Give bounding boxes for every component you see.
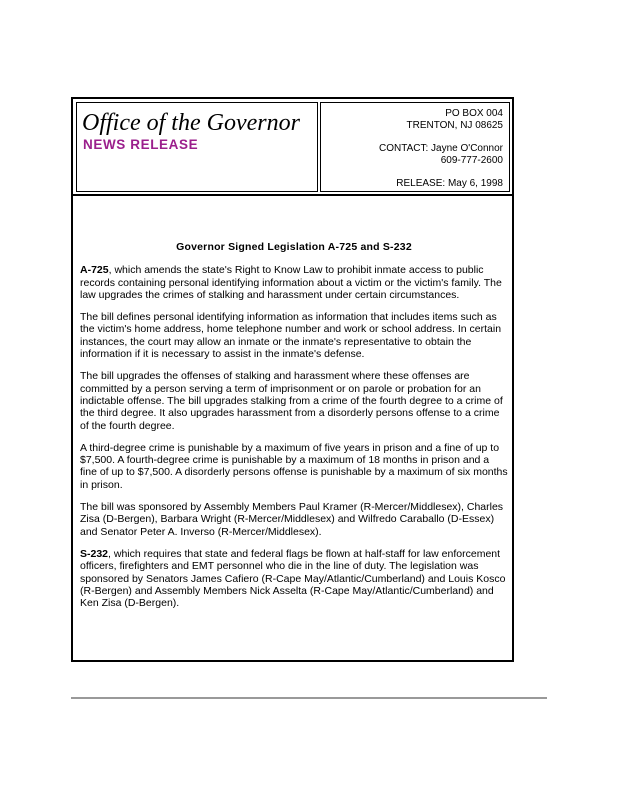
release-body	[80, 241, 508, 619]
paragraph-penalties: A third-degree crime is punishable by a maximum of five years in prison and a fine of up to $7,500. A fourth-degree crime is punishable by a maximum of 18 months in prison and a fine of up to $7,500. A disorderly persons offense is punishable by a maximum of six months in prison.	[80, 441, 508, 491]
paragraph-text: , which requires that state and federal flags be flown at half-staff for law enforcement officers, firefighters and EMT personnel who die in the line of duty. The legislation was sponsored by Senators James Cafiero (R-Cape May/Atlantic/Cumberland) and Louis Kosco (R-Bergen) and Assembly Members Nick Asselta (R-Cape May/Atlantic/Cumberland) and Ken Zisa (D-Bergen).	[80, 547, 506, 610]
paragraph-a725	[80, 264, 508, 301]
po-box: PO BOX 004	[445, 108, 503, 119]
paragraph-s232	[80, 548, 508, 609]
city-zip: TRENTON, NJ 08625	[406, 120, 503, 131]
release-date: RELEASE: May 6, 1998	[396, 178, 503, 189]
header-divider	[73, 194, 512, 196]
contact-phone: 609-777-2600	[440, 155, 503, 166]
paragraph-definition: The bill defines personal identifying information as information that includes items such as the victim's home address, home telephone number and work or school address. In certain instances, the court may allow an inmate or the inmate's representative to obtain the information if it is necessary to assist in the inmate's defense.	[80, 311, 502, 361]
bottom-rule	[71, 697, 547, 699]
paragraph-upgrades: The bill upgrades the offenses of stalking and harassment where these offenses are committed by a person serving a term of imprisonment or on parole or probation for an indictable offense. The bill upgrades stalking from a crime of the fourth degree to a crime of the third degree. It also upgrades harassment from a disorderly persons offense to a crime of the fourth degree.	[80, 370, 503, 432]
header	[73, 99, 512, 193]
contact-name: CONTACT: Jayne O'Connor	[379, 143, 503, 154]
press-release-frame	[71, 97, 514, 662]
office-title: Office of the Governor	[82, 110, 300, 136]
news-release-label: NEWS RELEASE	[83, 137, 199, 152]
header-title-box	[76, 102, 318, 192]
headline: Governor Signed Legislation A-725 and S-232	[176, 241, 412, 253]
paragraph-sponsors: The bill was sponsored by Assembly Members Paul Kramer (R-Mercer/Middlesex), Charles Zisa (D-Bergen), Barbara Wright (R-Mercer/Middlesex) and Wilfredo Caraballo (D-Essex) and Senator Peter A. Inverso (R-Mercer/Middlesex).	[80, 501, 504, 538]
paragraph-text: , which amends the state's Right to Know Law to prohibit inmate access to public records containing personal identifying information about a victim or the victim's family. The law upgrades the crimes of stalking and harassment under certain circumstances.	[80, 264, 502, 301]
bill-number-s232: S-232	[80, 547, 109, 560]
header-contact-box	[320, 102, 510, 192]
bill-number-a725: A-725	[80, 264, 109, 277]
